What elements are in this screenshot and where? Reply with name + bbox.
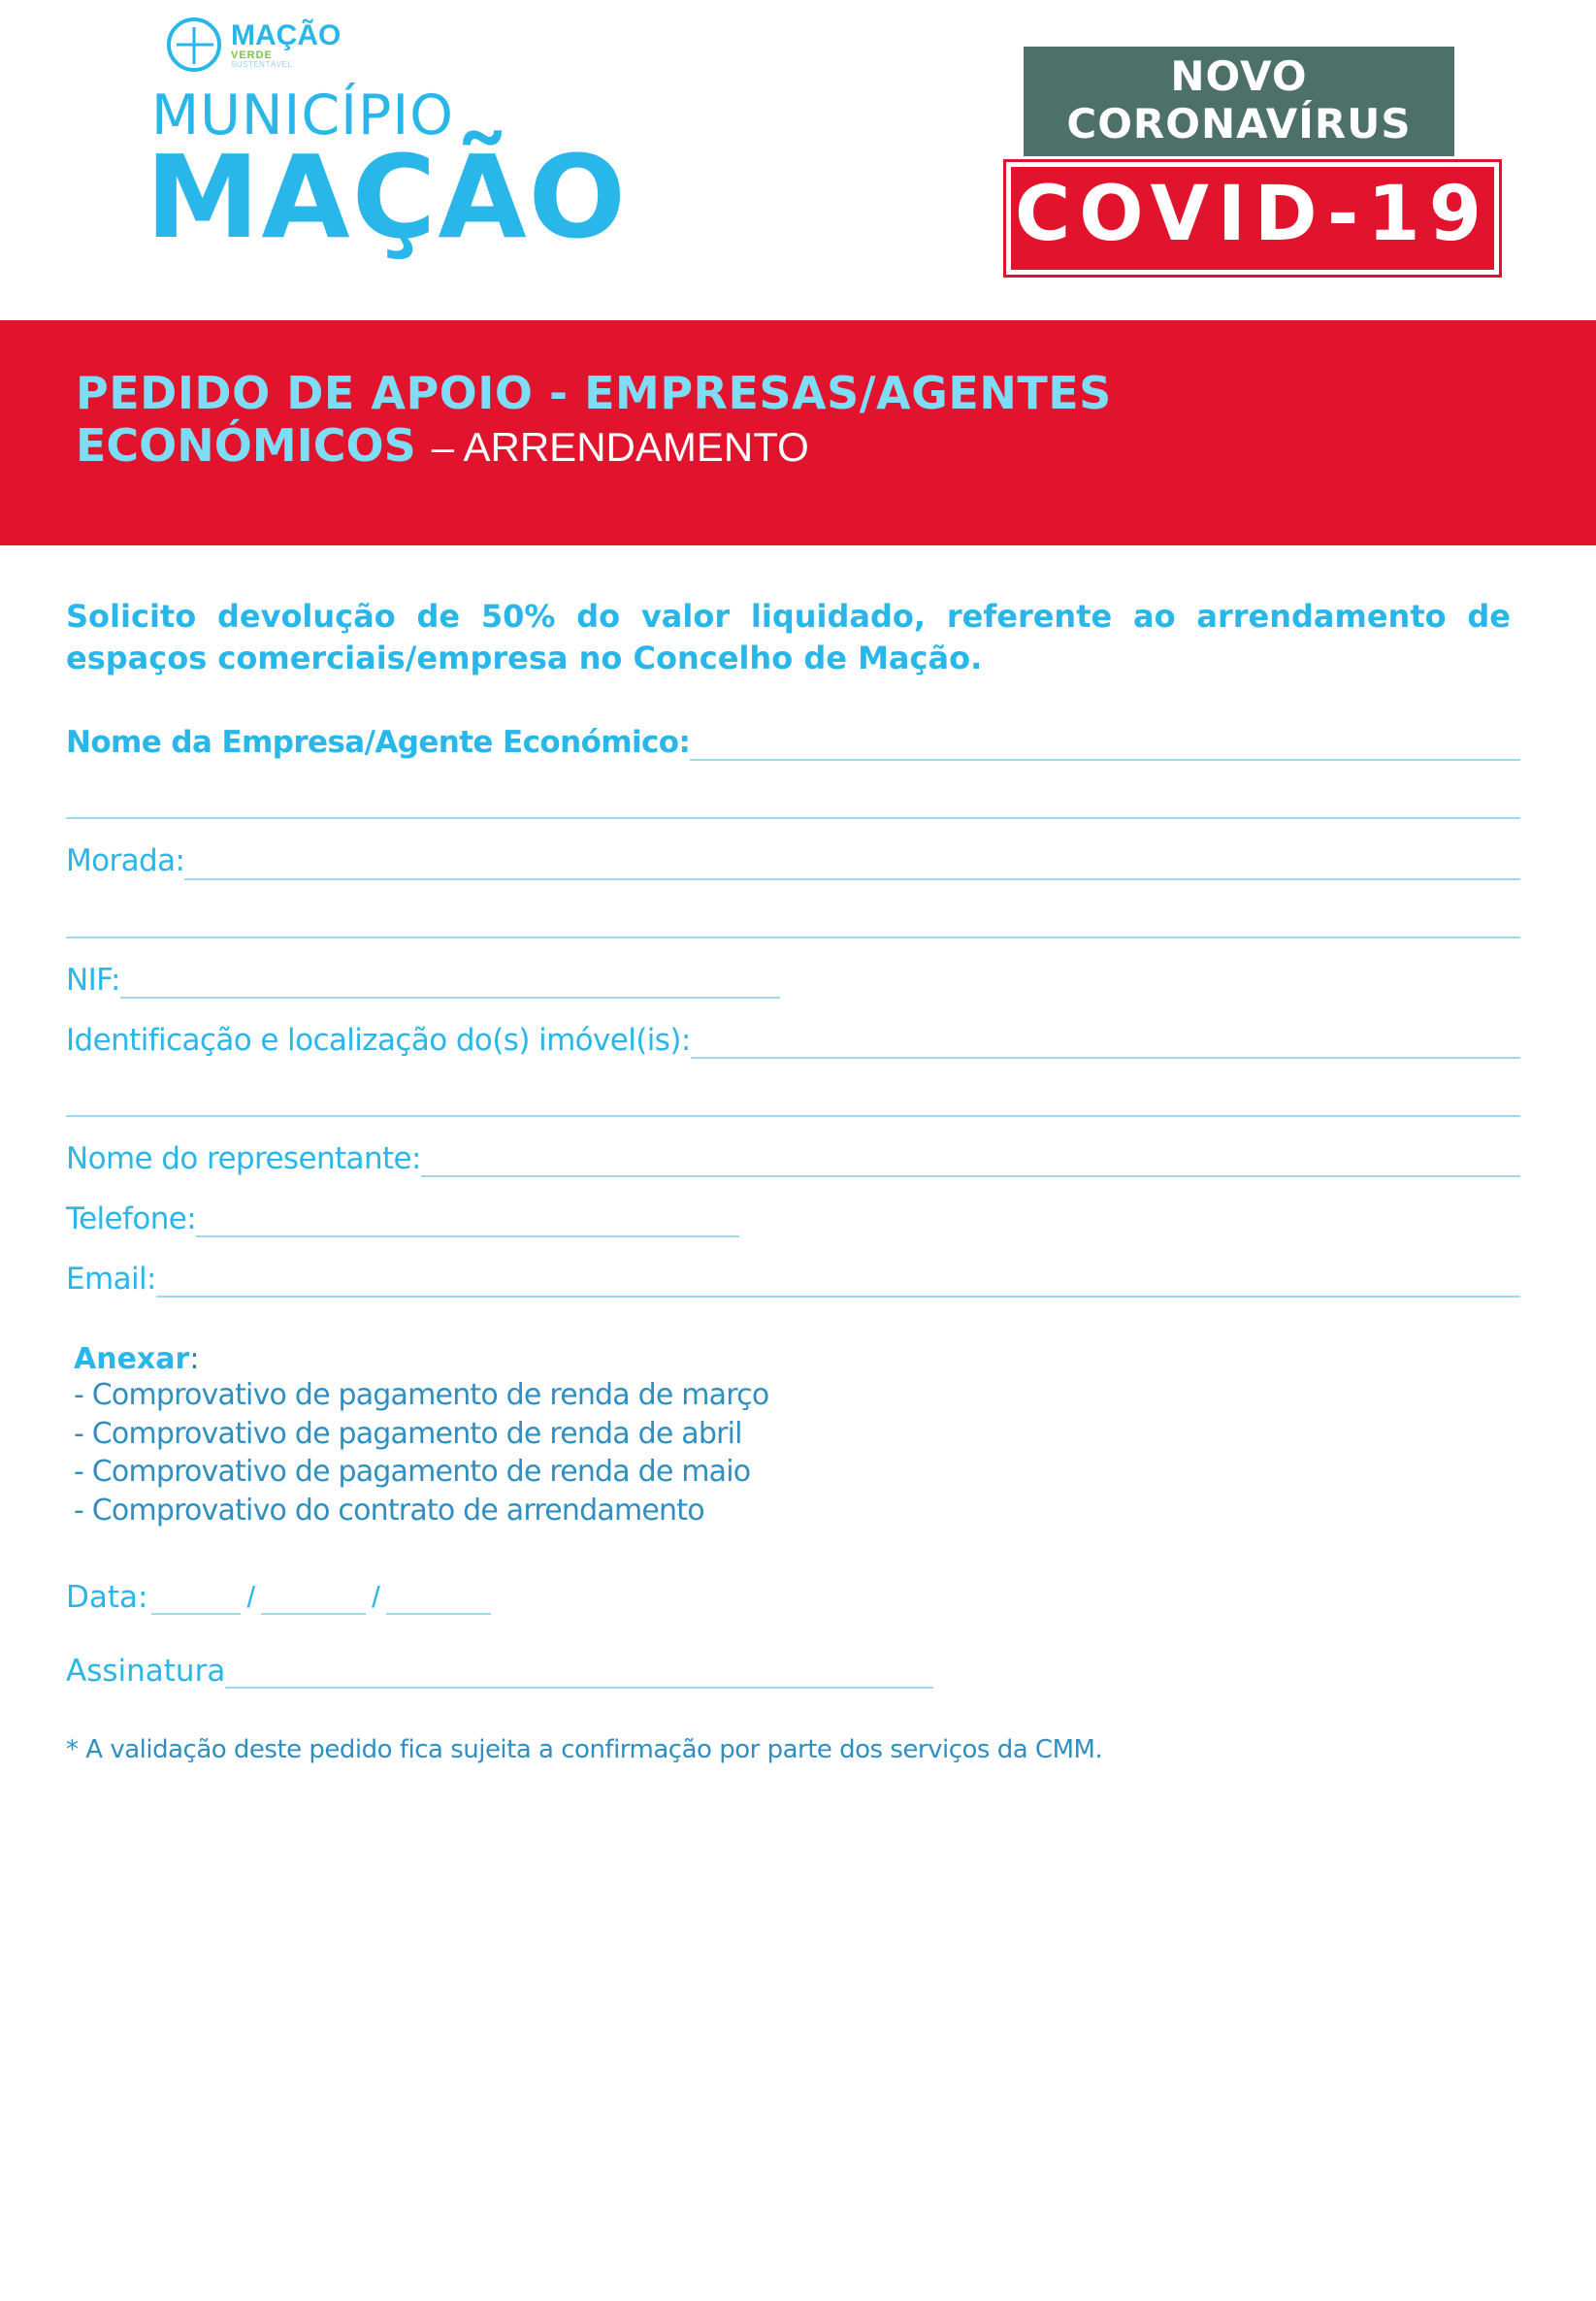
input-company-name[interactable]	[690, 730, 1520, 761]
footnote: * A validação deste pedido fica sujeita a confirmação por parte dos serviços da CMM.	[66, 1735, 1103, 1765]
field-property-identification[interactable]	[66, 1024, 1520, 1059]
document-title-band	[0, 320, 1596, 545]
field-signature[interactable]	[66, 1654, 1520, 1689]
field-address-overflow-row[interactable]	[66, 909, 1520, 938]
attachments-heading-colon: :	[189, 1342, 200, 1377]
input-email[interactable]	[156, 1266, 1520, 1298]
field-label-nif: NIF:	[66, 962, 120, 998]
intro-paragraph: Solicito devolução de 50% do valor liquidado, referente ao arrendamento de espaços comerciais/empresa no Concelho de Mação.	[66, 598, 1511, 677]
field-address[interactable]	[66, 844, 1520, 879]
field-date[interactable]	[66, 1580, 1520, 1615]
input-nif[interactable]	[120, 968, 780, 999]
municipality-emblem	[167, 17, 650, 72]
municipality-branding	[146, 17, 650, 264]
emblem-name: MAÇÃO	[231, 18, 342, 51]
covid-badge	[1006, 47, 1499, 275]
input-address[interactable]	[184, 849, 1520, 880]
document-title-line2-bold: ECONÓMICOS	[76, 419, 416, 473]
input-date-month[interactable]	[261, 1586, 366, 1615]
field-representative-name[interactable]	[66, 1142, 1520, 1177]
covid-title: COVID-19	[1006, 162, 1499, 275]
attachment-item: - Comprovativo de pagamento de renda de abril	[74, 1416, 742, 1451]
field-email[interactable]	[66, 1263, 1520, 1298]
field-company-name-overflow-row[interactable]	[66, 790, 1520, 819]
document-title-line2	[76, 419, 1520, 472]
brand-line-municipio: MUNICÍPIO	[151, 83, 455, 148]
brand-line-macao: MAÇÃO	[146, 130, 628, 264]
emblem-sub2: SUSTENTÁVEL	[231, 59, 293, 69]
input-representative-name[interactable]	[421, 1146, 1520, 1177]
document-title-line1: PEDIDO DE APOIO - EMPRESAS/AGENTES	[76, 367, 1112, 419]
field-label-phone: Telefone:	[66, 1200, 197, 1236]
input-address-line2[interactable]	[66, 909, 1520, 938]
attachments-section	[66, 1342, 1520, 1529]
input-signature[interactable]	[225, 1658, 933, 1689]
page-header	[0, 0, 1596, 320]
field-phone[interactable]	[66, 1202, 1520, 1237]
document-title-line2-light: – ARRENDAMENTO	[431, 424, 809, 471]
field-label-signature: Assinatura	[66, 1654, 226, 1690]
field-nif[interactable]	[66, 964, 1520, 999]
attachment-item: - Comprovativo de pagamento de renda de maio	[74, 1455, 751, 1490]
emblem-sub1: VERDE	[231, 49, 273, 61]
date-separator-2: /	[372, 1580, 380, 1615]
input-date-day[interactable]	[151, 1586, 241, 1615]
form-body	[0, 545, 1596, 1764]
input-phone[interactable]	[196, 1206, 739, 1237]
emblem-circle-icon	[167, 17, 221, 72]
field-property-overflow-row[interactable]	[66, 1088, 1520, 1117]
field-label-date: Data:	[66, 1580, 148, 1616]
field-label-address: Morada:	[66, 843, 185, 879]
attachment-item: - Comprovativo de pagamento de renda de março	[74, 1378, 769, 1413]
field-company-name[interactable]	[66, 726, 1520, 761]
field-label-representative-name: Nome do representante:	[66, 1140, 421, 1176]
input-property-identification[interactable]	[691, 1028, 1520, 1059]
field-label-property-identification: Identificação e localização do(s) imóvel(is):	[66, 1022, 691, 1058]
input-company-name-line2[interactable]	[66, 790, 1520, 819]
attachment-item: - Comprovativo do contrato de arrendamento	[74, 1493, 704, 1528]
field-label-email: Email:	[66, 1261, 156, 1297]
covid-subtitle: NOVO CORONAVÍRUS	[1024, 47, 1454, 156]
date-separator-1: /	[246, 1580, 256, 1615]
input-property-identification-line2[interactable]	[66, 1088, 1520, 1117]
field-label-company-name: Nome da Empresa/Agente Económico:	[66, 725, 691, 761]
attachments-heading-text: Anexar	[74, 1342, 190, 1377]
input-date-year[interactable]	[386, 1586, 491, 1615]
attachments-heading	[74, 1342, 1520, 1376]
